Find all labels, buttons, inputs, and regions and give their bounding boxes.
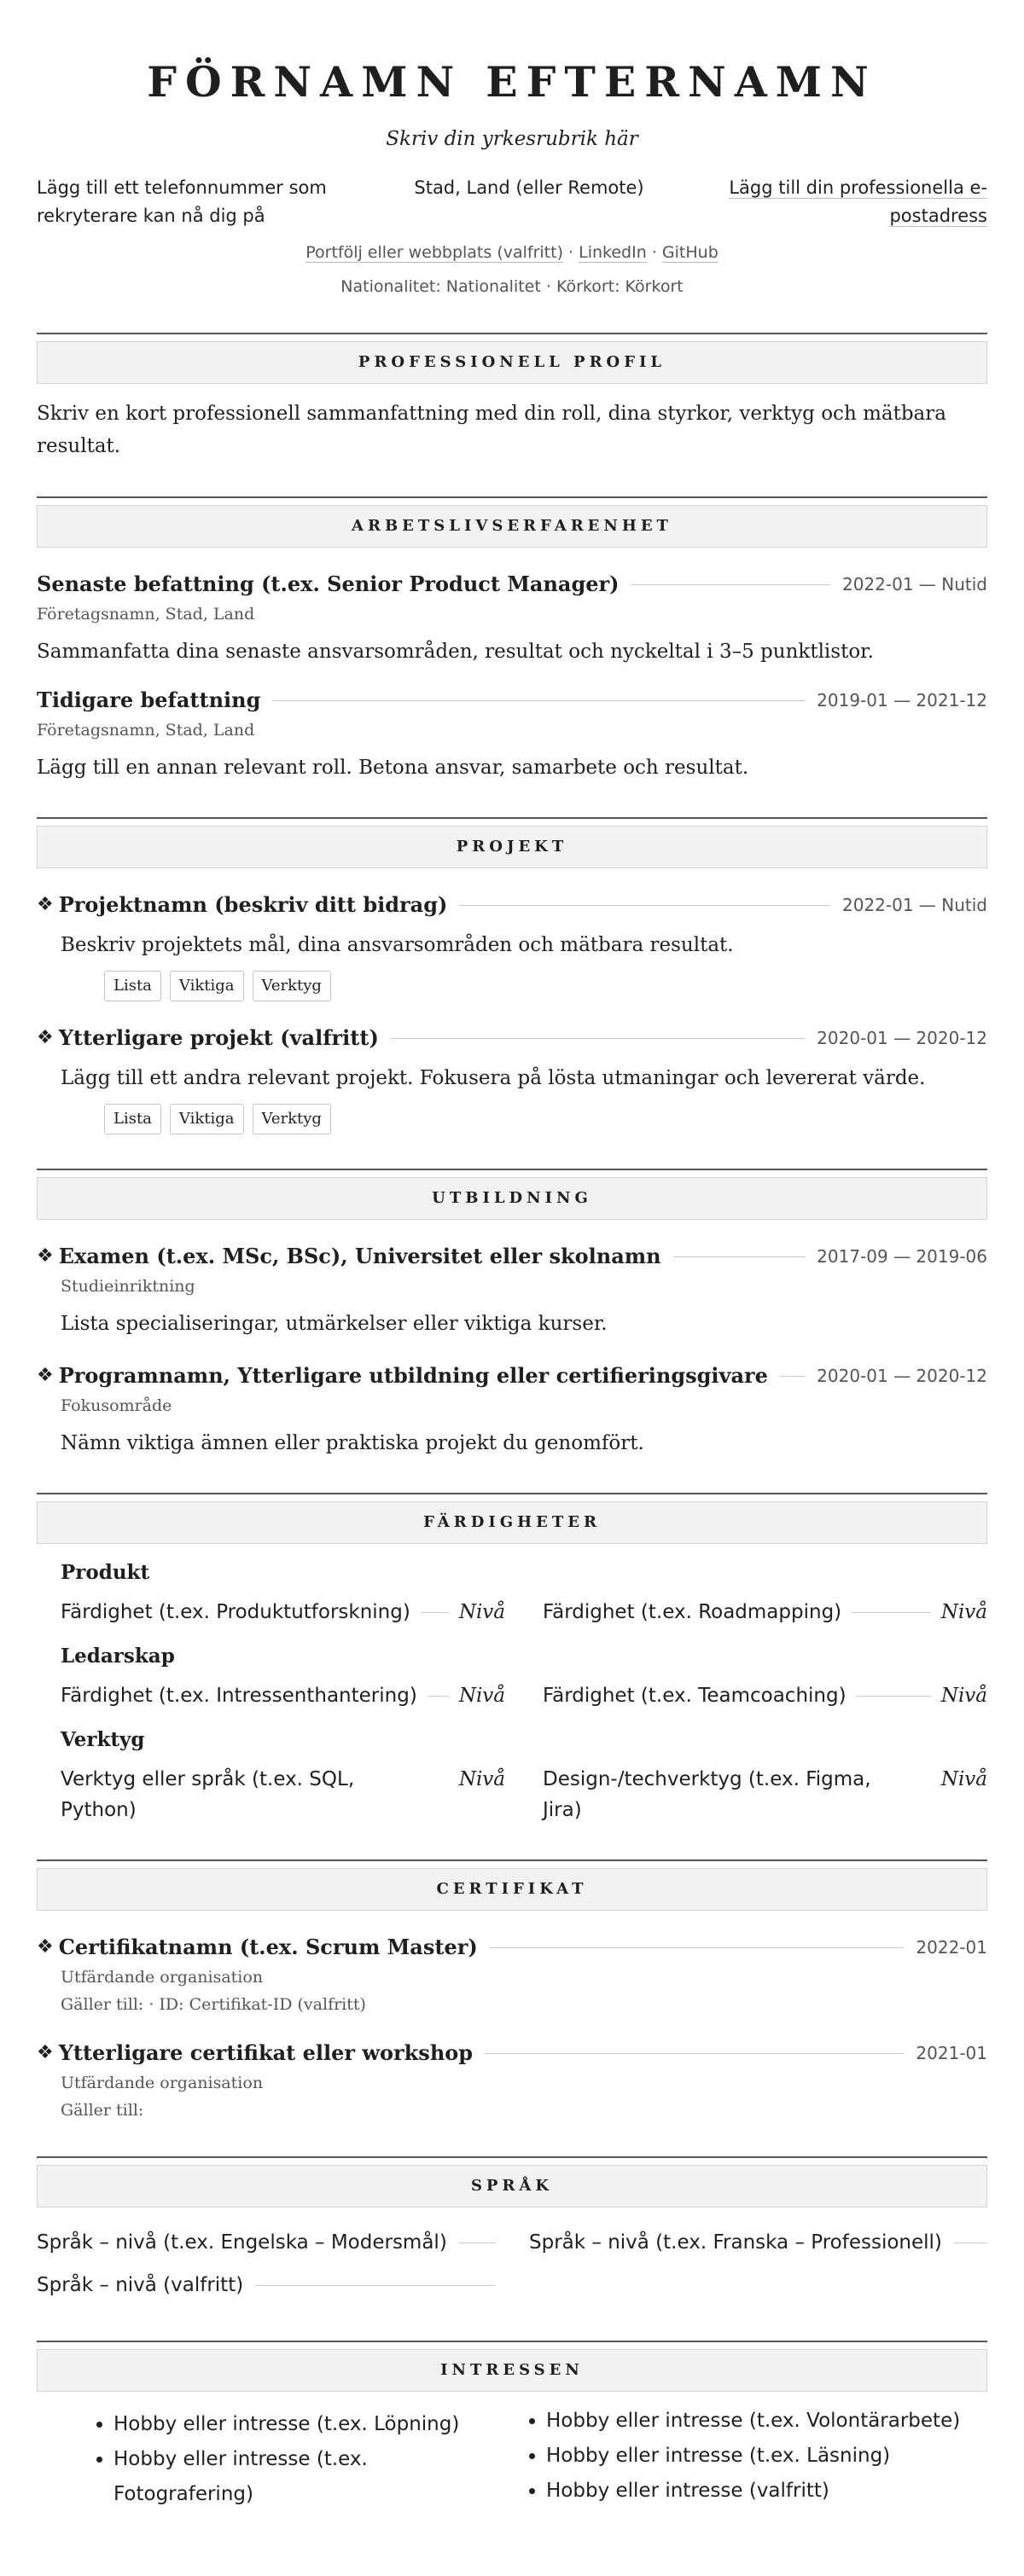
diamond-bullet-icon: ❖ bbox=[37, 1245, 54, 1267]
section-heading: PROFESSIONELL PROFIL bbox=[37, 341, 987, 384]
skills-section bbox=[37, 1493, 987, 1825]
job-description: Lägg till en annan relevant roll. Betona ansvar, samarbete och resultat. bbox=[37, 757, 749, 779]
skill-item bbox=[61, 1764, 505, 1825]
skill-level: Nivå bbox=[458, 1601, 505, 1623]
profile-text: Skriv en kort professionell sammanfattning med din roll, dina styrkor, verktyg och mätbara resultat. bbox=[37, 403, 946, 457]
certificate-entry bbox=[37, 2039, 987, 2122]
certificates-section bbox=[37, 1859, 987, 2122]
tag-list bbox=[37, 1104, 987, 1134]
section-heading: INTRESSEN bbox=[37, 2349, 987, 2392]
divider-line bbox=[673, 1256, 806, 1257]
project-date: 2020-01 — 2020-12 bbox=[817, 1028, 987, 1048]
tag: Lista bbox=[104, 1104, 161, 1134]
divider-line bbox=[631, 584, 830, 585]
divider-line bbox=[255, 2285, 495, 2286]
divider-line bbox=[459, 2242, 495, 2243]
divider-line bbox=[857, 1696, 931, 1697]
job-description: Sammanfatta dina senaste ansvarsområden, resultat och nyckeltal i 3–5 punktlistor. bbox=[37, 641, 874, 663]
section-heading: FÄRDIGHETER bbox=[37, 1501, 987, 1544]
tag: Verktyg bbox=[253, 1104, 331, 1134]
diamond-bullet-icon: ❖ bbox=[37, 1365, 54, 1386]
education-description: Lista specialiseringar, utmärkelser eller viktiga kurser. bbox=[61, 1313, 608, 1335]
interest-item: • Hobby eller intresse (t.ex. Fotografering) bbox=[113, 2442, 503, 2512]
skill-name: Färdighet (t.ex. Roadmapping) bbox=[543, 1601, 842, 1623]
interests-section bbox=[37, 2341, 987, 2512]
skill-level: Nivå bbox=[940, 1601, 987, 1623]
divider-line bbox=[954, 2242, 987, 2243]
experience-entry bbox=[37, 570, 987, 667]
interest-item: • Hobby eller intresse (t.ex. Läsning) bbox=[546, 2439, 987, 2474]
skill-name: Design-/techverktyg (t.ex. Figma, Jira) bbox=[543, 1768, 871, 1821]
languages-section bbox=[37, 2156, 987, 2306]
diamond-bullet-icon: ❖ bbox=[37, 2042, 54, 2063]
experience-entry bbox=[37, 686, 987, 783]
language-item bbox=[37, 2221, 495, 2264]
linkedin-link[interactable]: LinkedIn bbox=[579, 243, 647, 262]
language-text: Språk – nivå (valfritt) bbox=[37, 2274, 244, 2296]
skill-category: Ledarskap bbox=[61, 1645, 175, 1668]
link-separator: · bbox=[568, 243, 574, 262]
divider-line bbox=[428, 1696, 449, 1697]
language-item bbox=[37, 2264, 495, 2306]
education-entry bbox=[37, 1242, 987, 1339]
education-entry bbox=[37, 1361, 987, 1459]
phone: Lägg till ett telefonnummer som rekryterare kan nå dig på bbox=[37, 177, 327, 226]
skill-category: Verktyg bbox=[61, 1728, 145, 1751]
github-link[interactable]: GitHub bbox=[661, 243, 719, 262]
interest-list-left bbox=[37, 2407, 503, 2512]
tag-list bbox=[37, 971, 987, 1001]
job-title: Tidigare befattning bbox=[37, 688, 261, 712]
interest-item: • Hobby eller intresse (t.ex. Volontärarbete) bbox=[546, 2404, 987, 2439]
tag: Viktiga bbox=[170, 1104, 244, 1134]
divider-line bbox=[485, 2053, 904, 2054]
issuer: Utfärdande organisation bbox=[61, 2074, 264, 2092]
language-text: Språk – nivå (t.ex. Franska – Professionell) bbox=[529, 2231, 942, 2254]
section-heading: CERTIFIKAT bbox=[37, 1868, 987, 1911]
project-entry bbox=[37, 891, 987, 1001]
job-title: Senaste befattning (t.ex. Senior Product Manager) bbox=[37, 571, 620, 596]
language-item bbox=[529, 2221, 987, 2264]
job-date: 2022-01 — Nutid bbox=[841, 574, 987, 595]
education-description: Nämn viktiga ämnen eller praktiska projekt du genomfört. bbox=[61, 1432, 644, 1454]
skill-level: Nivå bbox=[940, 1685, 987, 1707]
education-date: 2017-09 — 2019-06 bbox=[817, 1246, 987, 1267]
profile-section bbox=[37, 333, 987, 462]
skill-name: Färdighet (t.ex. Produktutforskning) bbox=[61, 1601, 410, 1623]
divider-line bbox=[391, 1038, 805, 1039]
interest-item: • Hobby eller intresse (valfritt) bbox=[546, 2474, 987, 2509]
skills-list bbox=[37, 1559, 987, 1825]
divider-line bbox=[852, 1612, 931, 1613]
divider-line bbox=[780, 1376, 805, 1377]
section-heading: ARBETSLIVSERFARENHET bbox=[37, 505, 987, 548]
validity: Gäller till: bbox=[61, 2101, 144, 2120]
section-heading: SPRÅK bbox=[37, 2165, 987, 2208]
experience-section bbox=[37, 496, 987, 783]
diamond-bullet-icon: ❖ bbox=[37, 1027, 54, 1048]
skill-item bbox=[543, 1597, 987, 1627]
certificate-title: Certifikatnamn (t.ex. Scrum Master) bbox=[58, 1935, 478, 1959]
skill-level: Nivå bbox=[458, 1768, 505, 1790]
portfolio-link[interactable]: Portfölj eller webbplats (valfritt) bbox=[305, 243, 563, 262]
nationality-line: Nationalitet: Nationalitet · Körkort: Körkort bbox=[340, 277, 684, 296]
email-link[interactable]: Lägg till din professionella e-postadress bbox=[729, 177, 987, 226]
skill-level: Nivå bbox=[458, 1685, 505, 1707]
project-date: 2022-01 — Nutid bbox=[841, 895, 987, 915]
project-description: Lägg till ett andra relevant projekt. Fokusera på lösta utmaningar och levererat värde. bbox=[61, 1067, 926, 1089]
certificate-date: 2022-01 bbox=[916, 1937, 987, 1958]
education-section bbox=[37, 1169, 987, 1459]
link-separator: · bbox=[651, 243, 657, 262]
divider-line bbox=[459, 905, 830, 906]
email-wrapper bbox=[697, 174, 987, 230]
issuer: Utfärdande organisation bbox=[61, 1968, 264, 1987]
company: Företagsnamn, Stad, Land bbox=[37, 721, 255, 740]
skill-item bbox=[543, 1680, 987, 1711]
education-date: 2020-01 — 2020-12 bbox=[817, 1366, 987, 1386]
divider-line bbox=[421, 1612, 449, 1613]
degree-title: Examen (t.ex. MSc, BSc), Universitet eller skolnamn bbox=[58, 1244, 661, 1268]
project-title: Projektnamn (beskriv ditt bidrag) bbox=[58, 892, 448, 917]
diamond-bullet-icon: ❖ bbox=[37, 894, 54, 915]
job-headline: Skriv din yrkesrubrik här bbox=[386, 128, 638, 150]
tag: Viktiga bbox=[170, 971, 244, 1001]
skill-level: Nivå bbox=[940, 1768, 987, 1790]
project-title: Ytterligare projekt (valfritt) bbox=[58, 1025, 379, 1050]
certificate-date: 2021-01 bbox=[916, 2043, 987, 2063]
certificate-title: Ytterligare certifikat eller workshop bbox=[58, 2040, 474, 2065]
language-text: Språk – nivå (t.ex. Engelska – Modersmål) bbox=[37, 2231, 447, 2254]
skill-item bbox=[543, 1764, 987, 1825]
skill-item bbox=[61, 1680, 505, 1711]
interest-list-right bbox=[521, 2404, 987, 2512]
study-field: Fokusområde bbox=[61, 1396, 172, 1415]
company: Företagsnamn, Stad, Land bbox=[37, 605, 255, 624]
tag: Lista bbox=[104, 971, 161, 1001]
skill-name: Färdighet (t.ex. Teamcoaching) bbox=[543, 1685, 847, 1707]
validity: Gäller till: · ID: Certifikat-ID (valfritt) bbox=[61, 1995, 366, 2014]
skill-item bbox=[61, 1597, 505, 1627]
section-heading: PROJEKT bbox=[37, 826, 987, 868]
divider-line bbox=[490, 1947, 905, 1948]
project-entry bbox=[37, 1024, 987, 1134]
diamond-bullet-icon: ❖ bbox=[37, 1936, 54, 1958]
study-field: Studieinriktning bbox=[61, 1277, 195, 1296]
project-description: Beskriv projektets mål, dina ansvarsområden och mätbara resultat. bbox=[61, 934, 734, 956]
skill-category: Produkt bbox=[61, 1561, 150, 1584]
certificate-entry bbox=[37, 1933, 987, 2016]
skill-name: Verktyg eller språk (t.ex. SQL, Python) bbox=[61, 1768, 355, 1821]
degree-title: Programnamn, Ytterligare utbildning eller certifieringsgivare bbox=[58, 1363, 768, 1388]
links-row bbox=[37, 241, 987, 264]
tag: Verktyg bbox=[253, 971, 331, 1001]
skill-name: Färdighet (t.ex. Intressenthantering) bbox=[61, 1685, 417, 1707]
full-name: FÖRNAMN EFTERNAMN bbox=[147, 57, 877, 107]
divider-line bbox=[272, 700, 805, 701]
interest-item: • Hobby eller intresse (t.ex. Löpning) bbox=[113, 2407, 503, 2442]
location: Stad, Land (eller Remote) bbox=[414, 177, 644, 198]
section-heading: UTBILDNING bbox=[37, 1177, 987, 1220]
job-date: 2019-01 — 2021-12 bbox=[817, 690, 987, 711]
projects-section bbox=[37, 817, 987, 1134]
contact-row bbox=[37, 174, 987, 230]
